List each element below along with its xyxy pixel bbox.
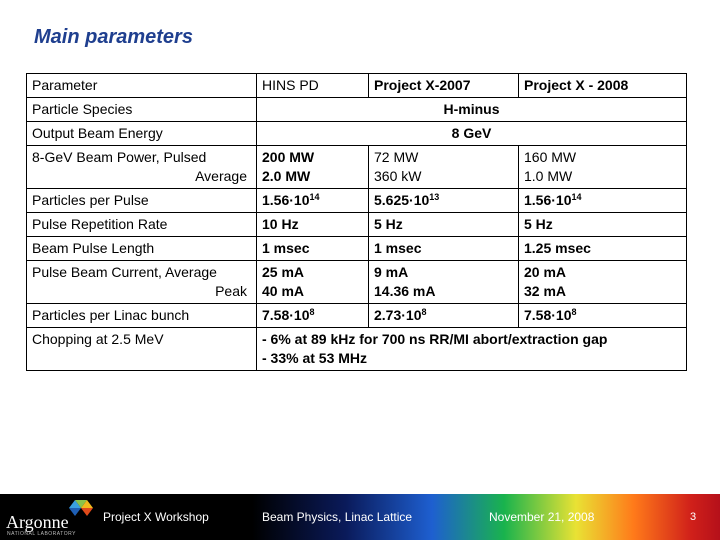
beam-energy-value: 8 GeV <box>257 122 687 146</box>
footer-bar <box>0 494 720 540</box>
row-label: Pulse Repetition Rate <box>27 213 257 237</box>
value-line: 360 kW <box>374 168 422 184</box>
row-label-line: 8-GeV Beam Power, Pulsed <box>32 149 207 165</box>
header-project-x-2008: Project X - 2008 <box>519 74 687 98</box>
value-line: 160 MW <box>524 149 577 165</box>
value-line: 20 mA <box>524 264 567 280</box>
value-base: 1.56·10 <box>524 192 572 208</box>
table-header-row <box>27 74 687 98</box>
value-line: 40 mA <box>262 283 305 299</box>
value-base: 7.58·10 <box>262 307 310 323</box>
value-line: 72 MW <box>374 149 419 165</box>
hins-value <box>257 261 369 304</box>
value-exponent: 8 <box>421 307 427 317</box>
table-row <box>27 122 687 146</box>
argonne-logo <box>6 498 98 538</box>
row-label <box>27 146 257 189</box>
value-line: 2.0 MW <box>262 168 311 184</box>
project-x-2008-value <box>519 261 687 304</box>
project-x-2008-value <box>519 146 687 189</box>
value-base: 5.625·10 <box>374 192 430 208</box>
hins-value <box>257 189 369 213</box>
footer-date: November 21, 2008 <box>489 510 595 524</box>
project-x-2007-value <box>369 189 519 213</box>
project-x-2007-value: 1 msec <box>369 237 519 261</box>
value-line: - 6% at 89 kHz for 700 ns RR/MI abort/extraction gap <box>262 331 608 347</box>
value-exponent: 14 <box>309 192 320 202</box>
row-label: Particles per Linac bunch <box>27 304 257 328</box>
value-exponent: 8 <box>571 307 577 317</box>
particle-species-value: H-minus <box>257 98 687 122</box>
table-row <box>27 304 687 328</box>
slide-title: Main parameters <box>34 26 193 48</box>
project-x-2007-value <box>369 146 519 189</box>
value-base: 1.56·10 <box>262 192 310 208</box>
value-line: 9 mA <box>374 264 409 280</box>
hins-value: 10 Hz <box>257 213 369 237</box>
row-label: Particle Species <box>27 98 257 122</box>
row-label-line: Average <box>195 168 247 184</box>
project-x-2007-value <box>369 304 519 328</box>
project-x-2007-value <box>369 261 519 304</box>
value-base: 2.73·10 <box>374 307 422 323</box>
row-label-line: Peak <box>215 283 247 299</box>
project-x-2007-value: 5 Hz <box>369 213 519 237</box>
hins-value <box>257 304 369 328</box>
header-project-x-2007: Project X-2007 <box>369 74 519 98</box>
project-x-2008-value: 1.25 msec <box>519 237 687 261</box>
value-line: - 33% at 53 MHz <box>262 350 368 366</box>
value-exponent: 13 <box>429 192 440 202</box>
chopping-value <box>257 328 687 371</box>
header-parameter: Parameter <box>27 74 257 98</box>
logo-subtext: NATIONAL LABORATORY <box>7 531 76 537</box>
project-x-2008-value <box>519 189 687 213</box>
table-row <box>27 237 687 261</box>
table-row <box>27 189 687 213</box>
parameters-table <box>26 73 687 371</box>
row-label: Chopping at 2.5 MeV <box>27 328 257 371</box>
footer-workshop: Project X Workshop <box>103 510 209 524</box>
value-exponent: 14 <box>571 192 582 202</box>
hins-value: 1 msec <box>257 237 369 261</box>
row-label <box>27 261 257 304</box>
table-row <box>27 213 687 237</box>
table-row <box>27 328 687 371</box>
table-row <box>27 98 687 122</box>
value-exponent: 8 <box>309 307 315 317</box>
table-row <box>27 146 687 189</box>
row-label: Beam Pulse Length <box>27 237 257 261</box>
value-line: 200 MW <box>262 149 315 165</box>
project-x-2008-value <box>519 304 687 328</box>
value-line: 25 mA <box>262 264 305 280</box>
value-line: 1.0 MW <box>524 168 573 184</box>
page-number: 3 <box>690 511 697 523</box>
row-label: Output Beam Energy <box>27 122 257 146</box>
row-label: Particles per Pulse <box>27 189 257 213</box>
value-line: 14.36 mA <box>374 283 436 299</box>
footer-topic: Beam Physics, Linac Lattice <box>262 510 413 524</box>
table-row <box>27 261 687 304</box>
hins-value <box>257 146 369 189</box>
value-line: 32 mA <box>524 283 567 299</box>
project-x-2008-value: 5 Hz <box>519 213 687 237</box>
logo-text: Argonne <box>6 512 69 532</box>
value-base: 7.58·10 <box>524 307 572 323</box>
row-label-line: Pulse Beam Current, Average <box>32 264 217 280</box>
header-hins: HINS PD <box>257 74 369 98</box>
